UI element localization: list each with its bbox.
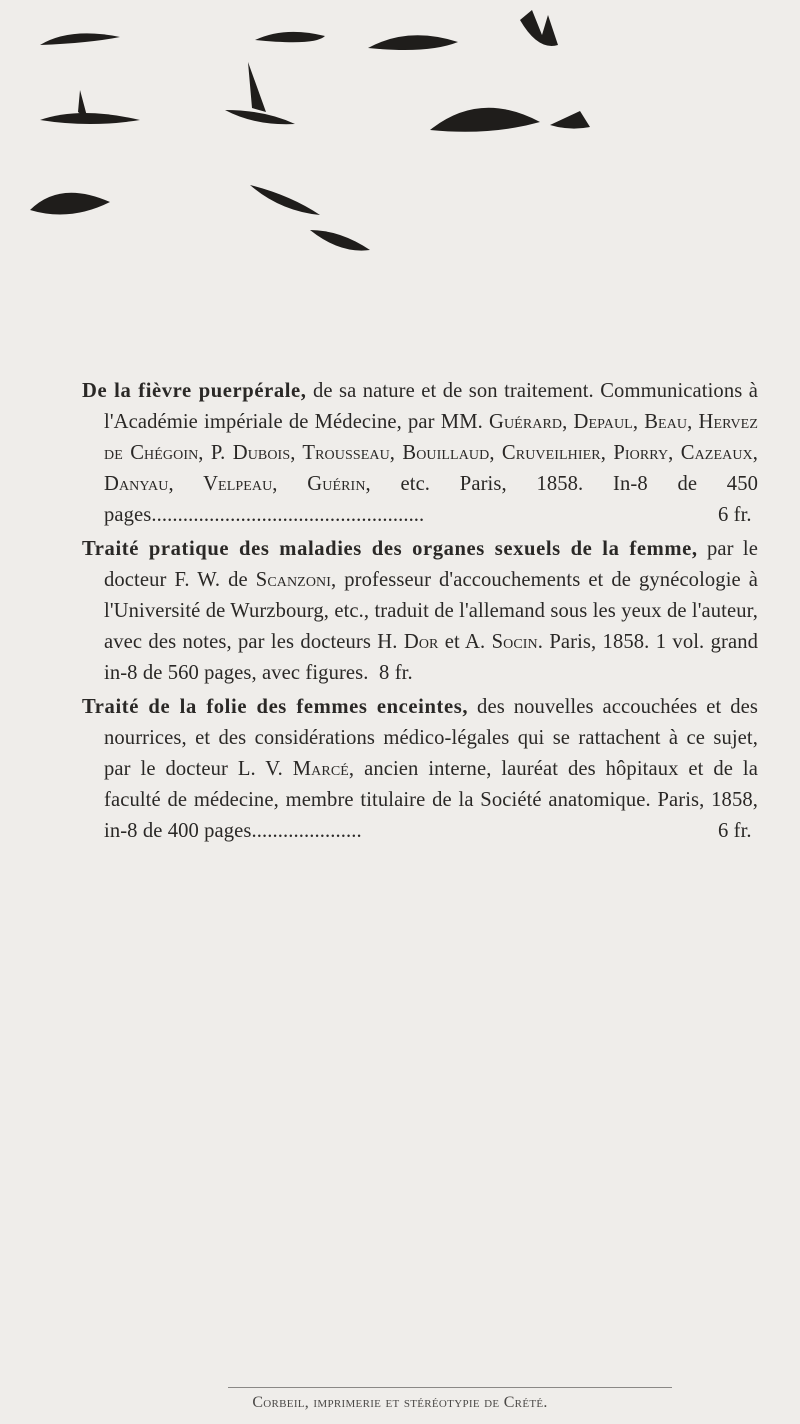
ink-smudges-decoration	[0, 0, 800, 360]
entry-text: etc. Paris, 1858. In-8 de 450 pages	[104, 473, 758, 526]
leader-dots: ....................................................	[151, 504, 425, 526]
entry-text: ancien interne, lauréat des hôpitaux et de la faculté de médecine, membre titulaire de la Société anatomique. Paris, 1858, in-8 de 400 pages	[104, 758, 758, 842]
entry-authors: Guérard, Depaul, Beau, Hervez de Chégoin, P. Dubois, Trousseau, Bouillaud, Cruveilhier, Piorry, Cazeaux, Danyau, Velpeau, Guérin,	[104, 411, 758, 495]
footer-rule	[228, 1387, 672, 1388]
catalogue-entries	[82, 376, 758, 850]
entry-text: professeur d'accouchements et de gynécologie à l'Université de Wurzbourg, etc., traduit de l'allemand sous les yeux de l'auteur, avec des notes, par les docteurs H.	[104, 569, 758, 653]
entry-title: De la fièvre puerpérale,	[82, 380, 307, 402]
entry-authors: Marcé,	[292, 758, 355, 780]
entry-text: Paris, 1858. 1 vol. grand in-8 de 560 pages, avec figures.	[104, 631, 758, 684]
catalogue-entry	[82, 534, 758, 689]
entry-price: 6 fr.	[734, 500, 758, 531]
entry-authors: Scanzoni,	[255, 569, 337, 591]
printer-imprint: Corbeil, imprimerie et stéréotypie de Crété.	[252, 1394, 548, 1411]
entry-price: 6 fr.	[734, 816, 758, 847]
catalogue-entry	[82, 376, 758, 531]
entry-text: par le docteur F. W. de	[104, 538, 758, 591]
entry-price: 8 fr.	[379, 662, 413, 684]
entry-text: des nouvelles accouchées et des nourrices, et des considérations médico-légales qui se rattachent à ce sujet, par le docteur L. V.	[104, 696, 758, 780]
entry-text: et A.	[438, 631, 492, 653]
entry-title: Traité de la folie des femmes enceintes,	[82, 696, 469, 718]
catalogue-entry	[82, 692, 758, 847]
entry-title: Traité pratique des maladies des organes sexuels de la femme,	[82, 538, 698, 560]
entry-authors: Socin.	[491, 631, 543, 653]
leader-dots: .....................	[251, 820, 362, 842]
entry-text: de sa nature et de son traitement. Communications à l'Académie impériale de Médecine, par MM.	[104, 380, 758, 433]
entry-authors: Dor	[403, 631, 439, 653]
